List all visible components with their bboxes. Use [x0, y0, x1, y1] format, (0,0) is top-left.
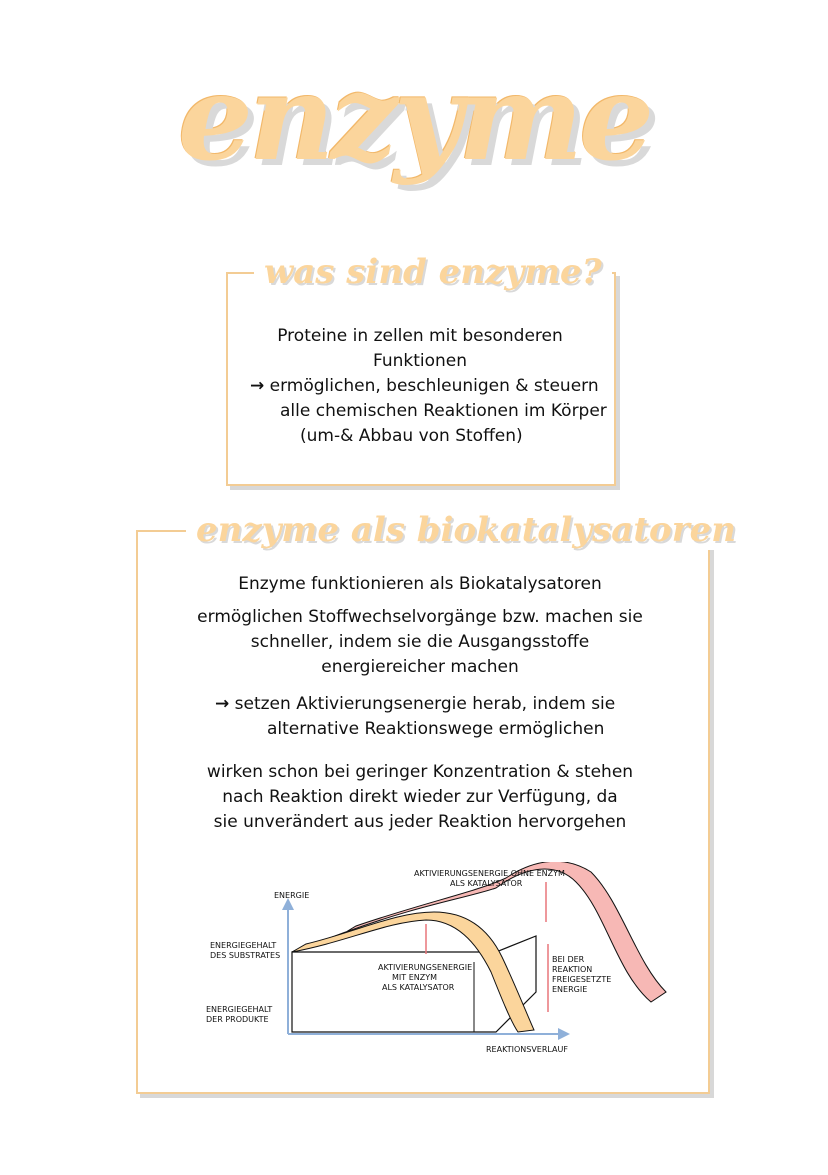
biocatalyst-text-4 — [170, 760, 670, 835]
text-line: ermöglichen, beschleunigen & steuern — [269, 376, 599, 396]
y-axis-label: ENERGIE — [274, 891, 310, 900]
text-line: Proteine in zellen mit besonderen — [277, 326, 563, 346]
section-heading-biocatalyst: enzyme als biokatalysatoren — [186, 510, 746, 550]
section-heading-definition: was sind enzyme? — [254, 252, 612, 292]
released-energy-label-line3: FREIGESETZTE — [552, 975, 612, 984]
text-line: setzen Aktivierungsenergie herab, indem sie — [234, 694, 616, 714]
with-enzyme-label-line2: MIT ENZYM — [392, 973, 437, 982]
page-title: enzyme — [177, 48, 651, 187]
x-axis-label: REAKTIONSVERLAUF — [486, 1045, 568, 1054]
text-line: wirken schon bei geringer Konzentration & stehen — [206, 762, 634, 782]
with-enzyme-label-line3: ALS KATALYSATOR — [382, 983, 455, 992]
biocatalyst-text-3 — [215, 692, 665, 742]
substrate-label-line2: DES SUBSTRATES — [210, 951, 281, 960]
without-enzyme-label-line1: AKTIVIERUNGSENERGIE OHNE ENZYM — [414, 869, 565, 878]
biocatalyst-text-1: Enzyme funktionieren als Biokatalysatoren — [238, 574, 602, 594]
without-enzyme-label-line2: ALS KATALYSATOR — [450, 879, 523, 888]
product-label-line1: ENERGIEGEHALT — [206, 1005, 273, 1014]
released-energy-label-line1: BEI DER — [552, 955, 585, 964]
text-line: energiereicher machen — [321, 657, 519, 677]
substrate-label-line1: ENERGIEGEHALT — [210, 941, 277, 950]
energy-diagram — [196, 862, 676, 1062]
text-line: alle chemischen Reaktionen im Körper — [280, 401, 607, 421]
released-energy-label-line4: ENERGIE — [552, 985, 588, 994]
arrow-right-icon: → — [250, 376, 265, 396]
text-line: ermöglichen Stoffwechselvorgänge bzw. machen sie — [197, 607, 643, 627]
curve-with-enzyme — [292, 912, 534, 1032]
biocatalyst-text-2 — [170, 605, 670, 680]
text-line: nach Reaktion direkt wieder zur Verfügung, da — [222, 787, 618, 807]
with-enzyme-label-line1: AKTIVIERUNGSENERGIE — [378, 963, 473, 972]
text-line: Funktionen — [372, 351, 468, 371]
text-line: schneller, indem sie die Ausgangsstoffe — [250, 632, 590, 652]
text-line: (um-& Abbau von Stoffen) — [300, 426, 523, 446]
product-label-line2: DER PRODUKTE — [206, 1015, 269, 1024]
released-energy-label-line2: REAKTION — [552, 965, 593, 974]
x-axis-arrow-icon — [558, 1028, 570, 1040]
text-line: sie unverändert aus jeder Reaktion hervorgehen — [213, 812, 627, 832]
definition-arrow-text — [250, 374, 607, 449]
definition-text — [250, 324, 590, 374]
text-line: alternative Reaktionswege ermöglichen — [267, 719, 605, 739]
arrow-right-icon: → — [215, 694, 230, 714]
